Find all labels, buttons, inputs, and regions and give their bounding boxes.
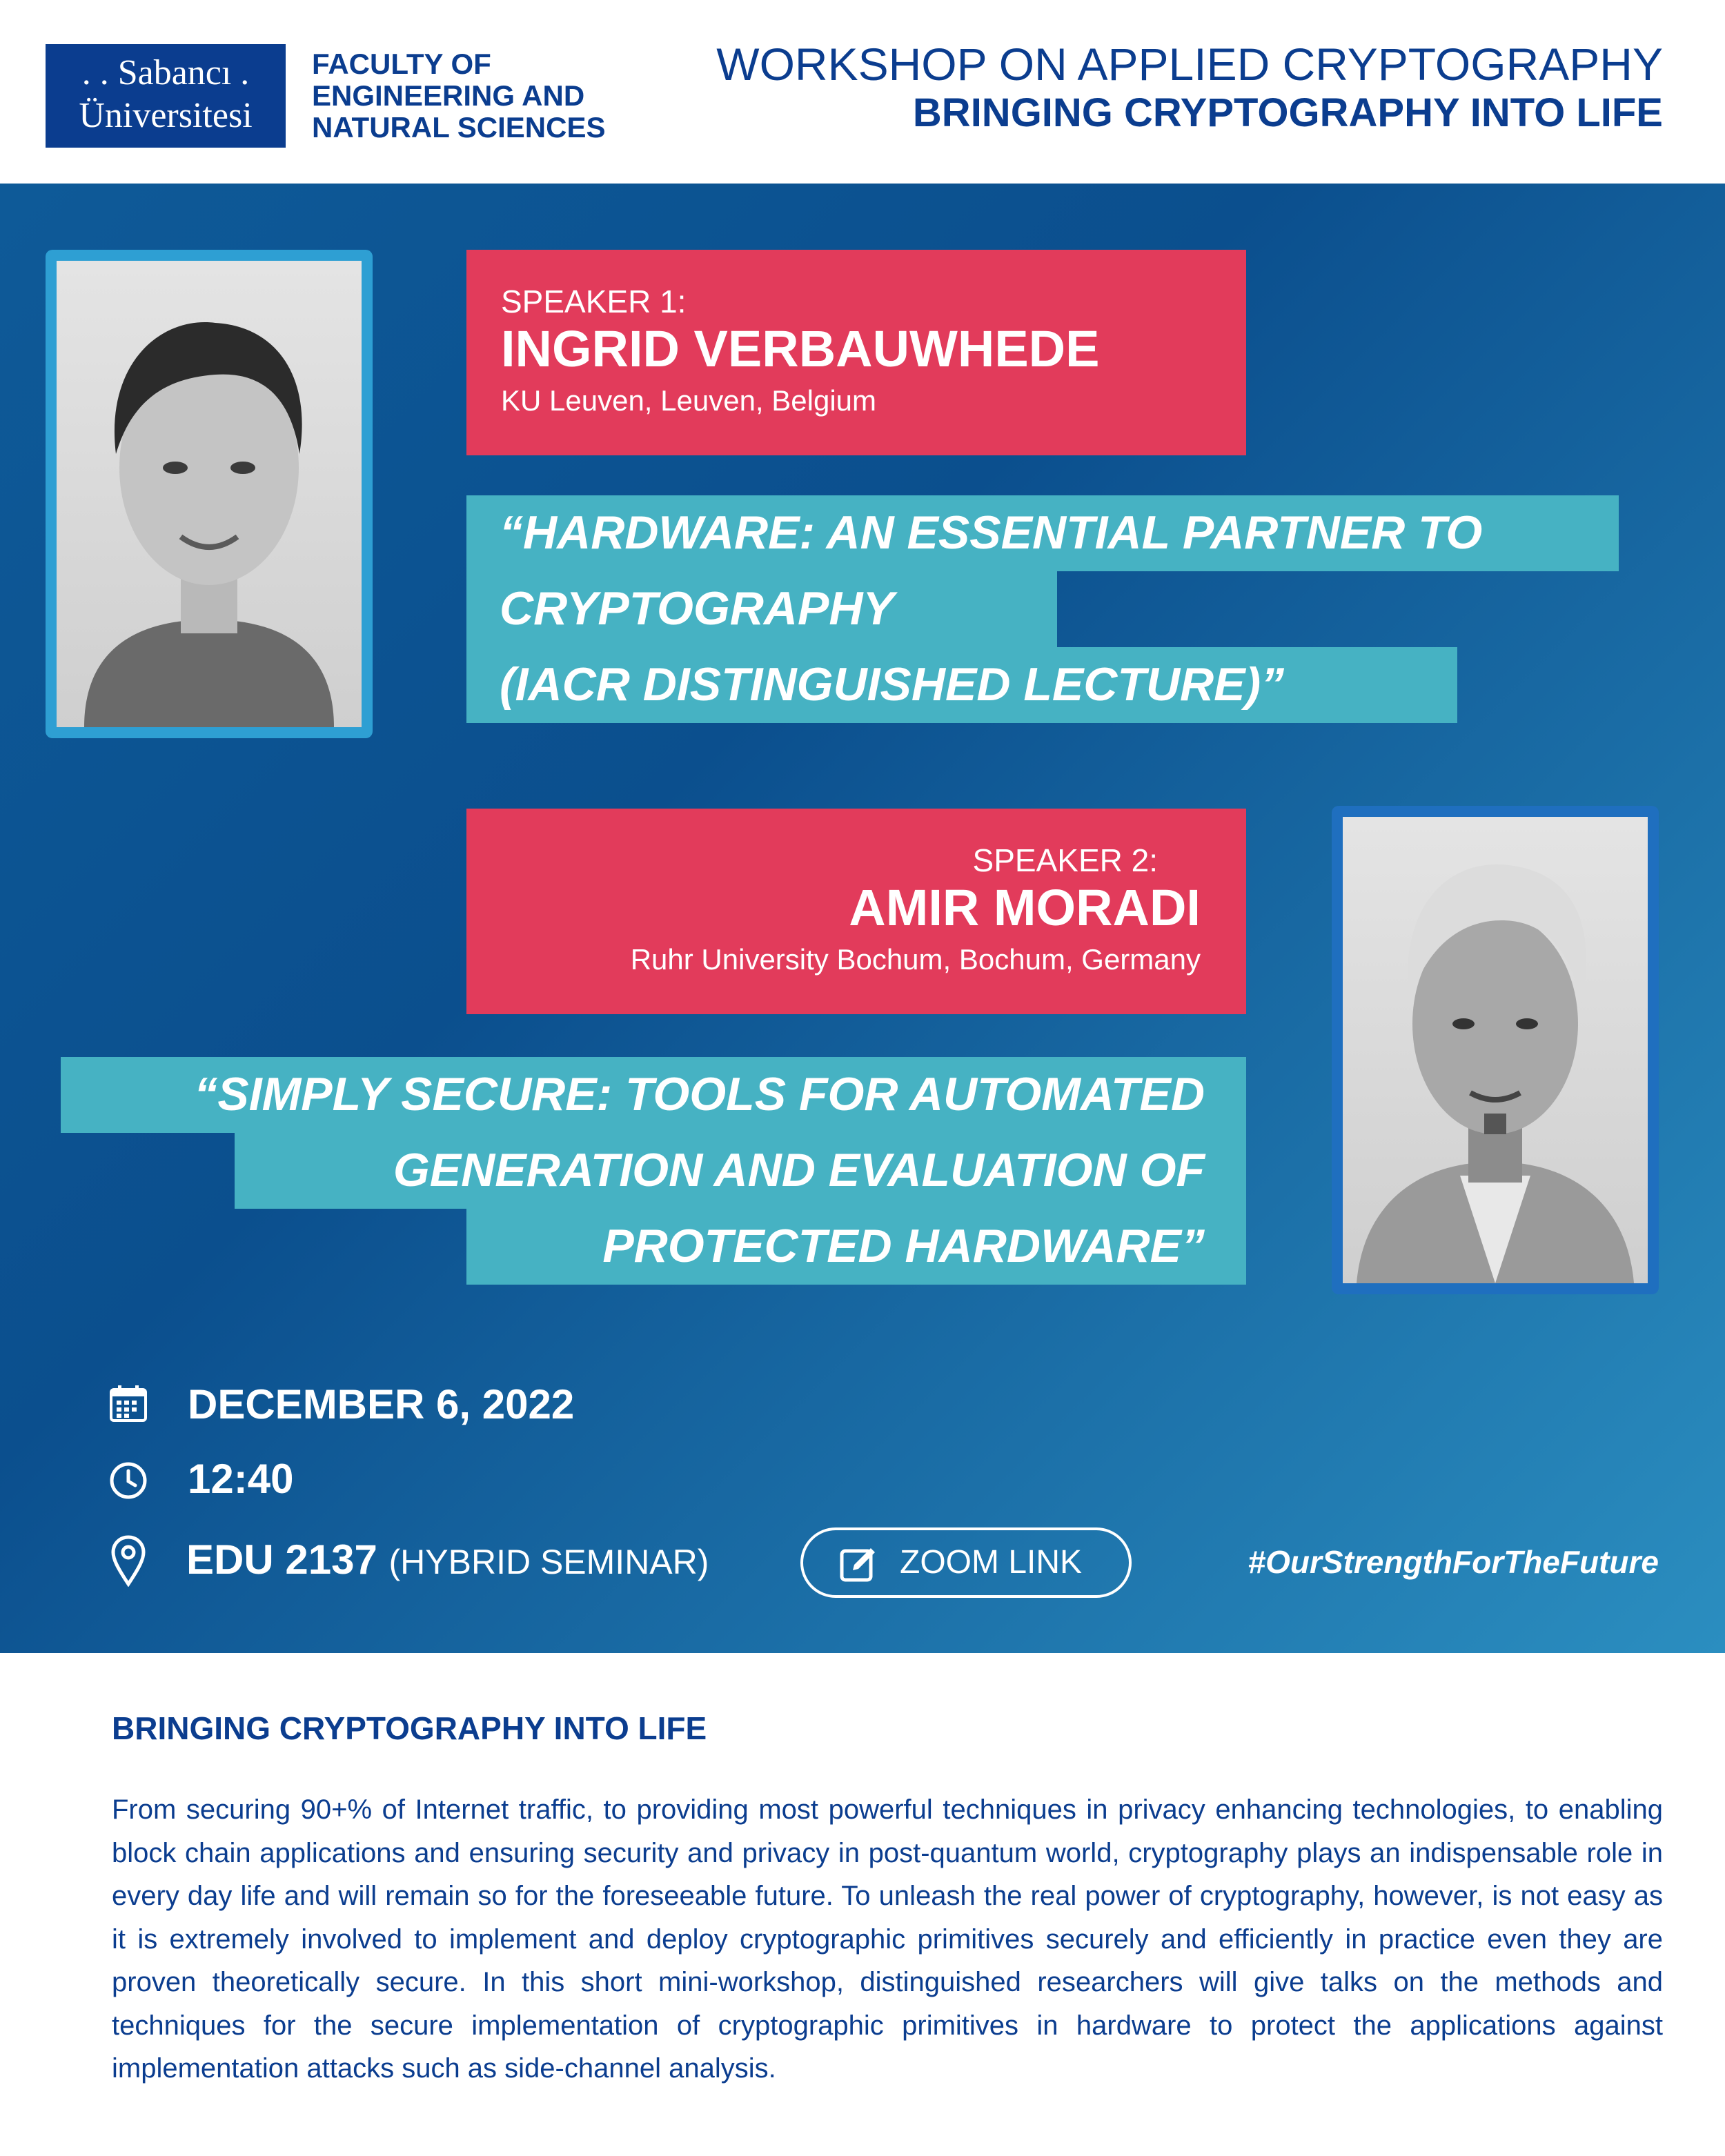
description-body: From securing 90+% of Internet traffic, to providing most powerful techniques in privacy enhancing technologies, to enabling block chain applications and ensuring security and privacy in post-quantum world, cryptography plays an indispensable role in every day life and will remain so for the foreseeable future. To unleash the real power of cryptography, however, is not easy as it is extremely involved to implement and deploy cryptographic primitives securely and efficiently in practice even they are proven theoretically secure. In this short mini-workshop, distinguished researchers will give talks on the methods and techniques for the secure implementation of cryptographic primitives in hardware to protect the applications against implementation attacks such as side-channel analysis. <box>112 1794 1663 2084</box>
description-heading: BRINGING CRYPTOGRAPHY INTO LIFE <box>112 1710 707 1746</box>
workshop-title: WORKSHOP ON APPLIED CRYPTOGRAPHY <box>716 39 1663 90</box>
speaker1-talk-line-2: CRYPTOGRAPHY <box>500 582 894 635</box>
speaker2-portrait-icon <box>1343 817 1648 1283</box>
workshop-subtitle: BRINGING CRYPTOGRAPHY INTO LIFE <box>912 90 1663 135</box>
speaker2-affiliation: Ruhr University Bochum, Bochum, Germany <box>630 943 1201 976</box>
faculty-line-2: ENGINEERING AND <box>312 79 585 112</box>
edit-icon <box>839 1544 879 1584</box>
speaker2-name: AMIR MORADI <box>849 879 1201 936</box>
logo-line-2: Üniversitesi <box>79 96 253 135</box>
calendar-icon <box>109 1384 148 1423</box>
clock-icon <box>109 1461 148 1500</box>
event-panel <box>0 184 1725 1653</box>
faculty-line-1: FACULTY OF <box>312 48 491 80</box>
university-logo <box>46 44 286 148</box>
speaker1-card <box>466 250 1246 455</box>
speaker1-label: SPEAKER 1: <box>501 284 687 319</box>
event-time: 12:40 <box>188 1456 294 1502</box>
speaker2-talk-line-3: PROTECTED HARDWARE” <box>602 1220 1205 1272</box>
hashtag: #OurStrengthForTheFuture <box>1248 1544 1659 1580</box>
event-location <box>186 1536 709 1586</box>
zoom-link-label: ZOOM LINK <box>900 1544 1083 1581</box>
speaker1-portrait-icon <box>57 261 362 727</box>
faculty-line-3: NATURAL SCIENCES <box>312 111 606 144</box>
speaker1-photo <box>57 261 362 727</box>
event-room: EDU 2137 <box>186 1536 377 1583</box>
event-date: DECEMBER 6, 2022 <box>188 1381 575 1427</box>
speaker2-talk-line-2: GENERATION AND EVALUATION OF <box>393 1144 1205 1196</box>
event-format: (HYBRID SEMINAR) <box>388 1543 709 1581</box>
zoom-link-button[interactable] <box>800 1527 1132 1598</box>
speaker1-name: INGRID VERBAUWHEDE <box>501 320 1100 377</box>
speaker1-affiliation: KU Leuven, Leuven, Belgium <box>501 384 877 417</box>
speaker1-photo-frame <box>46 250 373 738</box>
speaker2-photo <box>1343 817 1648 1283</box>
faculty-name <box>312 48 671 144</box>
location-pin-icon <box>110 1534 146 1587</box>
speaker2-label: SPEAKER 2: <box>972 842 1158 878</box>
logo-line-1: . . Sabancı . <box>81 53 250 92</box>
speaker1-talk-line-3: (IACR DISTINGUISHED LECTURE)” <box>500 658 1285 711</box>
speaker2-talk-line-1: “SIMPLY SECURE: TOOLS FOR AUTOMATED <box>194 1068 1205 1120</box>
speaker2-card <box>466 809 1246 1014</box>
speaker1-talk-line-1: “HARDWARE: AN ESSENTIAL PARTNER TO <box>500 506 1483 559</box>
speaker2-photo-frame <box>1332 806 1659 1294</box>
